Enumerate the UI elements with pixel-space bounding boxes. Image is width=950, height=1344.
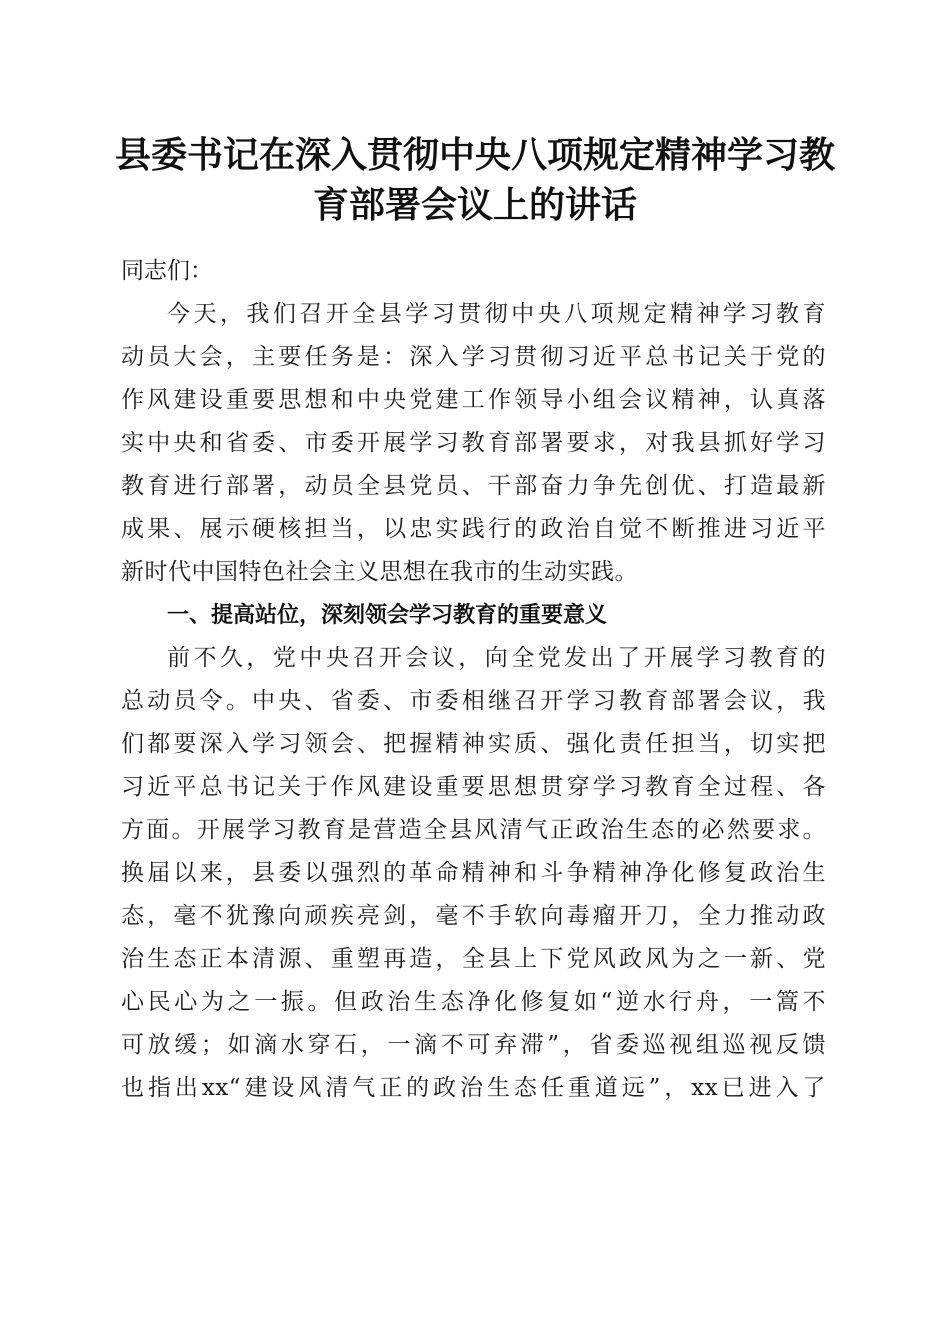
document-body [121, 250, 826, 1110]
text-line: 可放缓；如滴水穿石，一滴不可弃滞”，省委巡视组巡视反馈 [121, 1032, 826, 1058]
text-line: 们都要深入学习领会、把握精神实质、强化责任担当，切实把 [121, 731, 826, 757]
text-line: 新时代中国特色社会主义思想在我市的生动实践。 [121, 559, 638, 585]
text-line: 方面。开展学习教育是营造全县风清气正政治生态的必然要求。 [121, 817, 826, 843]
section-heading: 一、提高站位，深刻领会学习教育的重要意义 [167, 603, 608, 628]
title-line-2: 育部署会议上的讲话 [312, 184, 637, 226]
text-line: 态，毫不犹豫向顽疾亮剑，毫不手软向毒瘤开刀，全力推动政 [121, 903, 826, 929]
text-line: 成果、展示硬核担当，以忠实践行的政治自觉不断推进习近平 [121, 516, 826, 542]
text-line: 总动员令。中央、省委、市委相继召开学习教育部署会议，我 [121, 688, 826, 714]
text-line: 前不久，党中央召开会议，向全党发出了开展学习教育的 [167, 645, 826, 671]
text-line: 心民心为之一振。但政治生态净化修复如“逆水行舟，一篙不 [121, 989, 826, 1015]
text-line: 作风建设重要思想和中央党建工作领导小组会议精神，认真落 [121, 387, 826, 413]
paragraph-section-1 [121, 637, 826, 1110]
text-line: 教育进行部署，动员全县党员、干部奋力争先创优、打造最新 [121, 473, 826, 499]
salutation: 同志们： [121, 258, 213, 284]
document-title [100, 130, 850, 230]
text-line: 动员大会，主要任务是：深入学习贯彻习近平总书记关于党的 [121, 344, 826, 370]
text-line: 也指出xx“建设风清气正的政治生态任重道远”，xx已进入了 [121, 1075, 826, 1101]
paragraph-intro [121, 293, 826, 594]
text-line: 今天，我们召开全县学习贯彻中央八项规定精神学习教育 [167, 301, 826, 327]
text-line: 实中央和省委、市委开展学习教育部署要求，对我县抓好学习 [121, 430, 826, 456]
text-line: 治生态正本清源、重塑再造，全县上下党风政风为之一新、党 [121, 946, 826, 972]
text-line: 换届以来，县委以强烈的革命精神和斗争精神净化修复政治生 [121, 860, 826, 886]
title-line-1: 县委书记在深入贯彻中央八项规定精神学习教 [114, 134, 835, 176]
text-line: 习近平总书记关于作风建设重要思想贯穿学习教育全过程、各 [121, 774, 826, 800]
